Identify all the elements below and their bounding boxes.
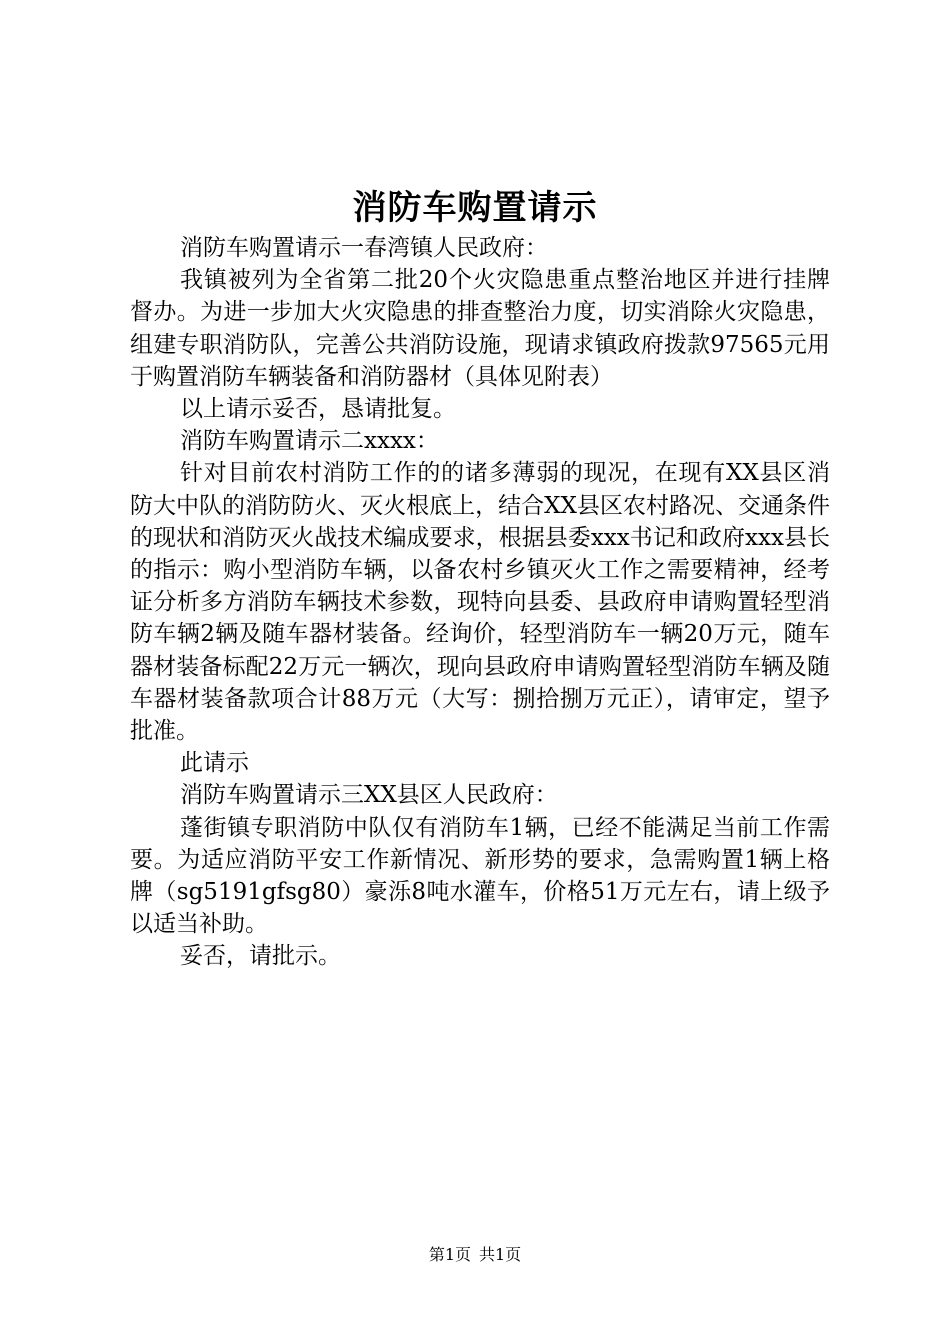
paragraph-request-3: 蓬街镇专职消防中队仅有消防车1辆，已经不能满足当前工作需要。为适应消防平安工作新情况、新形势的要求，急需购置1辆上格牌（sg5191gfsg80）豪泺8吨水灌车，价格51万元左右，请上级予以适当补助。 <box>130 814 830 938</box>
paragraph-salutation-1: 消防车购置请示一春湾镇人民政府： <box>180 235 548 261</box>
document-title: 消防车购置请示 <box>352 188 598 228</box>
paragraph-closing-3: 妥否，请批示。 <box>180 943 341 970</box>
paragraph-salutation-3: 消防车购置请示三XX县区人民政府： <box>180 782 558 809</box>
paragraph-closing-2: 此请示 <box>180 750 249 777</box>
paragraph-request-1: 我镇被列为全省第二批20个火灾隐患重点整治地区并进行挂牌督办。为进一步加大火灾隐患的排查整治力度，切实消除火灾隐患，组建专职消防队，完善公共消防设施，现请求镇政府拨款97565元用于购置消防车辆装备和消防器材（具体见附表） <box>130 267 830 390</box>
page-number: 第1页 <box>428 1245 471 1264</box>
paragraph-request-2: 针对目前农村消防工作的的诸多薄弱的现况，在现有XX县区消防大中队的消防防火、灭火根底上，结合XX县区农村路况、交通条件的现状和消防灭火战技术编成要求，根据县委xxx书记和政府xxx县长的指示：购小型消防车辆，以备农村乡镇灭火工作之需要精神，经考证分析多方消防车辆技术参数，现特向县委、县政府申请购置轻型消防车辆2辆及随车器材装备。经询价，轻型消防车一辆20万元，随车器材装备标配22万元一辆次，现向县政府申请购置轻型消防车辆及随车器材装备款项合计88万元（大写：捌拾捌万元正），请审定，望予批准。 <box>130 460 830 745</box>
page-footer <box>0 1244 950 1266</box>
paragraph-closing-1: 以上请示妥否，恳请批复。 <box>180 396 456 423</box>
page-total: 共1页 <box>479 1245 522 1264</box>
paragraph-salutation-2: 消防车购置请示二xxxx： <box>180 428 439 455</box>
document-body <box>130 232 830 973</box>
